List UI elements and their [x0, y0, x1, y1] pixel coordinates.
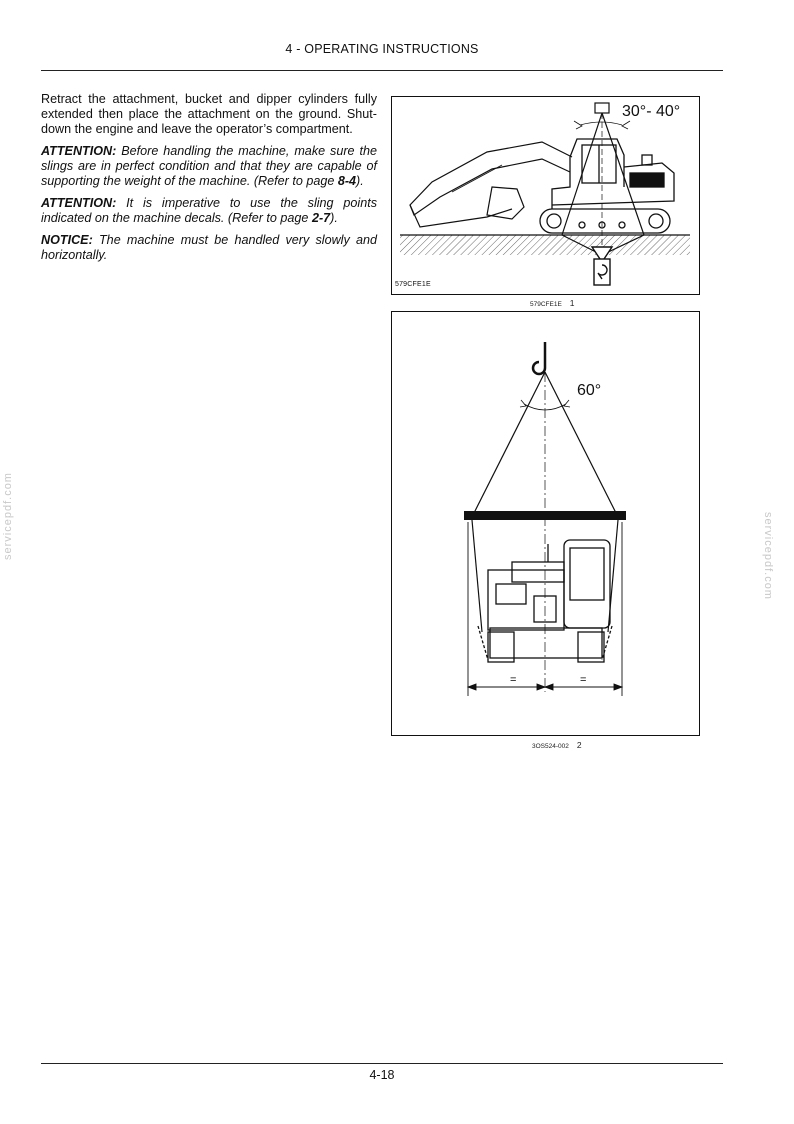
page-number: 4-18: [369, 1068, 395, 1082]
watermark-left: servicepdf.com: [2, 472, 14, 560]
page-reference-link[interactable]: 8-4: [337, 174, 357, 188]
page-header-title: 4 - OPERATING INSTRUCTIONS: [285, 42, 479, 56]
attention-paragraph-2: [41, 196, 377, 226]
figure-2-excavator-front-sling: [391, 311, 700, 736]
attention-text: It is imperative to use the sling points indicated on the machine decals. (Refer to page: [41, 196, 377, 225]
attention-end: ).: [330, 211, 338, 225]
figure-code: 3OS524-002: [532, 743, 569, 750]
attention-paragraph-1: [41, 144, 377, 189]
page-reference-link[interactable]: 2-7: [311, 211, 331, 225]
footer-rule: [41, 1063, 723, 1064]
upper-structure: [552, 139, 674, 209]
instructions-text: [41, 92, 377, 270]
intro-paragraph: Retract the attachment, bucket and dipper cylinders fully extended then place the attachment on the ground. Shut-down the engine and leave the operator’s compartment.: [41, 92, 377, 136]
attention-end: ).: [356, 174, 364, 188]
figure-code-inside: 579CFE1E: [395, 281, 431, 288]
figure-number: 1: [569, 298, 575, 308]
attention-label: ATTENTION:: [41, 196, 117, 210]
watermark-right: servicepdf.com: [762, 512, 774, 600]
header-rule: [41, 70, 723, 71]
crane-hook-icon: [592, 247, 612, 285]
sling-angle-label: 30°- 40°: [622, 103, 681, 120]
crane-hook-icon: [533, 342, 545, 374]
excavator-front-drawing: [392, 312, 699, 735]
attention-label: ATTENTION:: [41, 144, 117, 158]
tracks: [540, 209, 670, 233]
figure-code: 579CFE1E: [530, 301, 562, 308]
sling-angle-label: 60°: [577, 382, 602, 399]
equal-mark-right: =: [580, 674, 587, 686]
ground-hatch: [400, 235, 690, 255]
attention-text: Before handling the machine, make sure the slings are in perfect condition and that they are capable of supporting the weight of the machine. (Refer to page: [41, 144, 377, 188]
figure-1-excavator-side-sling: [391, 96, 700, 295]
boom-arm: [410, 142, 572, 227]
notice-label: NOTICE:: [41, 233, 93, 247]
notice-text: The machine must be handled very slowly and horizontally.: [41, 233, 377, 262]
excavator-side-drawing: [392, 97, 699, 294]
figure-1-caption: [530, 298, 575, 308]
equal-mark-left: =: [510, 674, 517, 686]
figure-number: 2: [576, 740, 582, 750]
slings: [474, 372, 616, 692]
notice-paragraph: [41, 233, 377, 263]
figure-2-caption: [532, 740, 582, 750]
spreader-bar: [464, 511, 626, 520]
